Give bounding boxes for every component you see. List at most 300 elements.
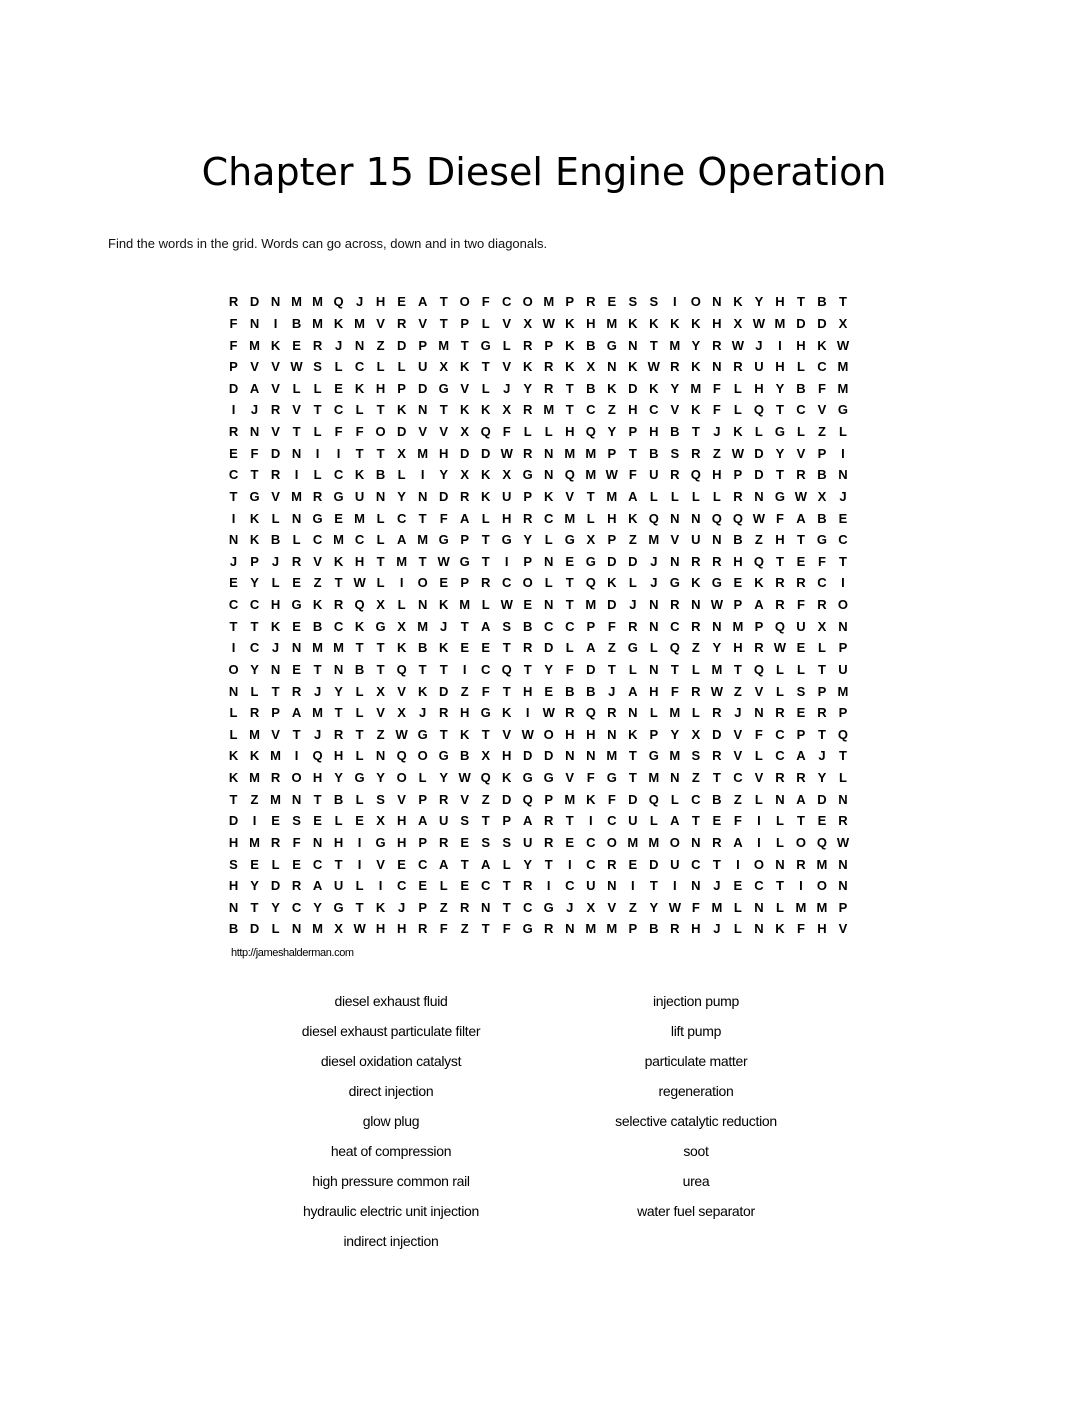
grid-letter: K <box>438 640 449 656</box>
grid-letter: A <box>628 488 638 504</box>
grid-letter: V <box>397 791 406 807</box>
grid-letter: K <box>354 467 365 483</box>
grid-letter: E <box>460 640 470 656</box>
grid-letter: J <box>398 899 406 915</box>
grid-letter: B <box>649 921 659 937</box>
grid-letter: T <box>796 532 805 548</box>
search-word: direct injection <box>348 1083 434 1099</box>
grid-letter: L <box>376 532 385 548</box>
grid-letter: K <box>691 575 701 591</box>
grid-letter: H <box>691 921 701 937</box>
grid-letter: T <box>439 315 448 331</box>
grid-letter: T <box>460 337 469 353</box>
grid-letter: T <box>775 402 784 418</box>
grid-letter: R <box>291 878 302 894</box>
grid-letter: N <box>565 748 575 764</box>
word-list-right <box>556 988 836 1228</box>
grid-letter: D <box>396 424 407 440</box>
grid-letter: B <box>586 683 596 699</box>
search-word: high pressure common rail <box>312 1173 470 1189</box>
grid-letter: V <box>376 856 385 872</box>
grid-letter: P <box>397 380 406 396</box>
grid-letter: P <box>754 618 764 634</box>
grid-letter: W <box>353 575 366 591</box>
grid-letter: M <box>795 899 807 915</box>
grid-letter: G <box>438 532 449 548</box>
search-word: indirect injection <box>343 1233 439 1249</box>
grid-letter: W <box>290 359 303 375</box>
grid-letter: M <box>249 726 260 742</box>
grid-letter: R <box>670 359 680 375</box>
grid-letter: X <box>376 683 385 699</box>
grid-letter: B <box>586 337 596 353</box>
grid-letter: F <box>565 661 574 677</box>
grid-letter: S <box>376 791 385 807</box>
grid-letter: T <box>838 294 847 310</box>
grid-letter: G <box>438 380 449 396</box>
grid-letter: C <box>691 856 701 872</box>
grid-letter: P <box>523 488 533 504</box>
grid-letter: P <box>418 791 427 807</box>
grid-letter: W <box>731 337 745 353</box>
grid-letter: C <box>775 726 785 742</box>
grid-letter: P <box>817 683 827 699</box>
grid-letter: N <box>628 705 638 721</box>
grid-letter: N <box>670 770 680 786</box>
grid-letter: M <box>837 380 849 396</box>
grid-letter: Y <box>439 467 448 483</box>
grid-letter: L <box>691 488 700 504</box>
grid-letter: K <box>333 553 344 569</box>
grid-letter: E <box>229 445 238 461</box>
grid-letter: O <box>417 575 428 591</box>
grid-letter: H <box>628 402 638 418</box>
grid-letter: J <box>650 553 658 569</box>
grid-letter: G <box>522 467 533 483</box>
grid-letter: R <box>607 705 617 721</box>
grid-letter: V <box>817 402 827 418</box>
grid-letter: Q <box>816 834 827 850</box>
grid-letter: X <box>376 813 385 829</box>
grid-letter: O <box>291 770 302 786</box>
grid-letter: V <box>565 770 575 786</box>
search-word: regeneration <box>658 1083 734 1099</box>
grid-letter: H <box>228 834 239 850</box>
grid-letter: G <box>711 575 722 591</box>
grid-letter: A <box>291 705 302 721</box>
grid-letter: P <box>796 726 806 742</box>
grid-letter: I <box>736 856 740 872</box>
grid-letter: K <box>333 315 344 331</box>
grid-letter: S <box>292 813 301 829</box>
grid-letter: H <box>375 380 386 396</box>
grid-letter: T <box>355 899 364 915</box>
grid-letter: K <box>354 380 365 396</box>
grid-letter: E <box>712 813 722 829</box>
grid-letter: R <box>523 337 533 353</box>
grid-letter: D <box>249 921 260 937</box>
grid-letter: N <box>712 618 722 634</box>
grid-letter: C <box>396 878 407 894</box>
grid-letter: R <box>796 575 806 591</box>
grid-letter: G <box>669 575 680 591</box>
grid-letter: G <box>417 726 428 742</box>
grid-letter: W <box>395 726 408 742</box>
grid-letter: L <box>796 661 805 677</box>
grid-letter: E <box>229 575 238 591</box>
grid-letter: M <box>669 337 681 353</box>
grid-letter: P <box>418 337 427 353</box>
grid-letter: N <box>417 402 428 418</box>
grid-letter: Q <box>669 640 680 656</box>
grid-letter: M <box>648 834 660 850</box>
grid-letter: Q <box>396 748 407 764</box>
grid-letter: K <box>249 748 260 764</box>
grid-letter: V <box>796 445 806 461</box>
grid-letter: Y <box>250 575 259 591</box>
grid-letter: L <box>775 834 784 850</box>
grid-letter: Y <box>313 899 322 915</box>
grid-letter: T <box>565 380 574 396</box>
grid-letter: A <box>796 510 806 526</box>
grid-letter: E <box>481 640 491 656</box>
grid-letter: B <box>733 532 743 548</box>
grid-letter: Z <box>733 791 742 807</box>
search-word: particulate matter <box>644 1053 748 1069</box>
grid-letter: V <box>271 359 280 375</box>
grid-letter: T <box>775 553 784 569</box>
grid-letter: N <box>544 597 554 613</box>
grid-letter: T <box>481 726 490 742</box>
grid-letter: K <box>438 597 449 613</box>
grid-letter: I <box>357 856 362 872</box>
grid-letter: P <box>649 726 659 742</box>
grid-letter: E <box>292 661 301 677</box>
grid-letter: J <box>229 553 238 569</box>
grid-letter: M <box>438 337 450 353</box>
grid-letter: D <box>270 445 281 461</box>
grid-letter: T <box>649 337 658 353</box>
grid-letter: K <box>249 510 260 526</box>
grid-letter: H <box>502 748 512 764</box>
grid-letter: N <box>712 532 722 548</box>
grid-letter: C <box>523 899 533 915</box>
grid-letter: C <box>838 532 848 548</box>
grid-letter: E <box>733 575 743 591</box>
grid-letter: P <box>460 315 470 331</box>
search-word: soot <box>683 1143 709 1159</box>
grid-letter: O <box>753 856 764 872</box>
grid-letter: D <box>544 748 554 764</box>
grid-letter: N <box>249 424 260 440</box>
grid-letter: J <box>713 878 721 894</box>
grid-letter: X <box>733 315 743 331</box>
word-search-grid <box>223 291 853 940</box>
grid-letter: S <box>670 445 680 461</box>
grid-letter: L <box>838 424 847 440</box>
grid-letter: W <box>773 640 787 656</box>
grid-letter: D <box>228 813 239 829</box>
grid-letter: W <box>458 770 471 786</box>
grid-letter: L <box>691 705 700 721</box>
grid-letter: T <box>376 661 385 677</box>
grid-letter: R <box>670 597 680 613</box>
grid-letter: A <box>796 791 806 807</box>
grid-letter: D <box>754 467 764 483</box>
grid-letter: H <box>817 921 827 937</box>
grid-letter: B <box>565 683 575 699</box>
grid-letter: N <box>228 899 239 915</box>
grid-letter: N <box>691 597 701 613</box>
grid-letter: T <box>502 878 511 894</box>
grid-letter: F <box>607 791 616 807</box>
grid-letter: N <box>417 488 428 504</box>
grid-letter: D <box>817 791 827 807</box>
grid-letter: L <box>481 510 490 526</box>
grid-letter: I <box>294 467 299 483</box>
search-word: diesel exhaust particulate filter <box>301 1023 481 1039</box>
grid-letter: D <box>228 380 239 396</box>
grid-letter: K <box>607 380 617 396</box>
grid-letter: X <box>334 921 343 937</box>
grid-letter: O <box>459 294 470 310</box>
grid-letter: T <box>796 813 805 829</box>
grid-letter: K <box>607 575 617 591</box>
grid-letter: M <box>249 834 260 850</box>
grid-letter: R <box>775 770 785 786</box>
grid-letter: T <box>523 661 532 677</box>
grid-letter: N <box>712 359 722 375</box>
grid-letter: E <box>733 878 743 894</box>
grid-letter: X <box>460 424 470 440</box>
grid-letter: N <box>417 597 428 613</box>
grid-letter: G <box>774 424 785 440</box>
grid-letter: S <box>481 834 491 850</box>
grid-letter: L <box>775 813 784 829</box>
grid-letter: F <box>796 921 805 937</box>
grid-letter: B <box>523 618 533 634</box>
grid-letter: G <box>606 770 617 786</box>
grid-letter: H <box>333 748 344 764</box>
grid-letter: N <box>375 488 386 504</box>
grid-letter: T <box>586 488 595 504</box>
grid-letter: A <box>396 532 407 548</box>
grid-letter: V <box>418 315 427 331</box>
grid-letter: I <box>252 813 257 829</box>
grid-letter: O <box>816 878 827 894</box>
grid-letter: E <box>544 683 554 699</box>
grid-letter: Z <box>733 683 742 699</box>
grid-letter: Z <box>607 402 616 418</box>
grid-letter: B <box>417 640 428 656</box>
grid-letter: T <box>355 640 364 656</box>
grid-letter: G <box>354 770 365 786</box>
grid-letter: O <box>837 597 849 613</box>
grid-letter: M <box>585 445 597 461</box>
grid-letter: W <box>353 921 366 937</box>
grid-letter: R <box>838 813 848 829</box>
grid-letter: T <box>565 813 574 829</box>
grid-letter: Y <box>712 640 722 656</box>
grid-letter: R <box>733 488 743 504</box>
grid-letter: H <box>775 532 785 548</box>
grid-letter: M <box>396 553 408 569</box>
grid-letter: C <box>312 856 323 872</box>
grid-letter: N <box>691 878 701 894</box>
grid-letter: W <box>731 445 745 461</box>
grid-letter: R <box>712 337 722 353</box>
grid-letter: N <box>691 834 701 850</box>
grid-letter: P <box>838 899 848 915</box>
grid-letter: T <box>376 553 385 569</box>
grid-letter: Z <box>313 575 322 591</box>
grid-letter: L <box>355 748 364 764</box>
grid-letter: I <box>378 878 383 894</box>
grid-letter: I <box>630 878 635 894</box>
grid-letter: T <box>334 856 343 872</box>
grid-letter: C <box>396 510 407 526</box>
grid-letter: C <box>333 402 344 418</box>
grid-letter: N <box>291 445 302 461</box>
grid-letter: D <box>796 315 806 331</box>
grid-letter: T <box>229 791 238 807</box>
grid-letter: C <box>228 467 239 483</box>
grid-letter: J <box>566 899 574 915</box>
grid-letter: T <box>775 467 784 483</box>
grid-letter: K <box>228 748 239 764</box>
grid-letter: L <box>544 424 553 440</box>
grid-letter: E <box>460 834 470 850</box>
grid-letter: X <box>817 488 827 504</box>
grid-letter: J <box>440 618 448 634</box>
grid-letter: M <box>690 380 702 396</box>
grid-letter: W <box>542 315 555 331</box>
grid-letter: R <box>712 834 722 850</box>
grid-letter: N <box>649 597 659 613</box>
grid-letter: C <box>481 661 491 677</box>
grid-letter: V <box>670 402 680 418</box>
search-word: urea <box>682 1173 710 1189</box>
grid-letter: Q <box>837 726 849 742</box>
grid-letter: F <box>817 380 826 396</box>
grid-letter: N <box>270 661 281 677</box>
grid-letter: L <box>796 424 805 440</box>
grid-letter: I <box>778 337 782 353</box>
grid-letter: Z <box>817 424 826 440</box>
grid-letter: G <box>375 834 386 850</box>
grid-letter: Y <box>250 661 259 677</box>
grid-letter: G <box>438 748 449 764</box>
grid-letter: R <box>796 770 806 786</box>
grid-letter: I <box>420 467 425 483</box>
grid-letter: F <box>229 315 238 331</box>
grid-letter: J <box>608 683 616 699</box>
grid-letter: N <box>312 834 323 850</box>
grid-letter: D <box>607 597 617 613</box>
grid-letter: M <box>648 770 660 786</box>
grid-letter: L <box>754 424 763 440</box>
grid-letter: R <box>691 683 701 699</box>
grid-letter: T <box>313 402 322 418</box>
grid-letter: M <box>606 748 618 764</box>
grid-letter: F <box>439 921 448 937</box>
grid-letter: Q <box>480 770 491 786</box>
grid-letter: X <box>397 705 406 721</box>
grid-letter: G <box>543 899 554 915</box>
grid-letter: L <box>523 424 532 440</box>
grid-letter: Z <box>439 899 448 915</box>
grid-letter: E <box>292 337 301 353</box>
grid-letter: L <box>250 683 259 699</box>
grid-letter: E <box>355 813 364 829</box>
grid-letter: H <box>775 294 785 310</box>
grid-letter: H <box>228 878 239 894</box>
grid-letter: M <box>564 445 576 461</box>
grid-letter: Y <box>691 337 701 353</box>
grid-letter: F <box>796 597 805 613</box>
grid-letter: X <box>502 467 512 483</box>
grid-letter: P <box>418 899 427 915</box>
grid-letter: H <box>649 424 659 440</box>
grid-letter: L <box>628 661 637 677</box>
grid-letter: I <box>357 834 362 850</box>
grid-letter: D <box>649 856 659 872</box>
grid-letter: L <box>649 488 658 504</box>
grid-letter: C <box>417 856 428 872</box>
grid-letter: M <box>312 294 323 310</box>
grid-letter: P <box>565 294 575 310</box>
grid-letter: E <box>565 834 575 850</box>
grid-letter: L <box>691 661 700 677</box>
grid-letter: X <box>586 899 596 915</box>
grid-letter: K <box>417 683 428 699</box>
grid-letter: H <box>502 510 512 526</box>
grid-letter: H <box>270 597 281 613</box>
grid-letter: Q <box>711 510 722 526</box>
grid-letter: E <box>838 510 848 526</box>
grid-letter: E <box>250 856 259 872</box>
grid-letter: C <box>565 618 575 634</box>
grid-letter: T <box>355 445 364 461</box>
grid-letter: U <box>333 878 344 894</box>
grid-letter: K <box>459 402 470 418</box>
grid-letter: N <box>607 726 617 742</box>
grid-letter: Y <box>397 488 406 504</box>
grid-letter: E <box>334 510 343 526</box>
grid-letter: L <box>355 705 364 721</box>
grid-letter: H <box>523 683 533 699</box>
grid-letter: M <box>270 748 281 764</box>
grid-letter: E <box>460 878 470 894</box>
grid-letter: V <box>502 315 512 331</box>
grid-letter: G <box>522 770 533 786</box>
grid-letter: E <box>292 575 301 591</box>
grid-letter: A <box>417 294 428 310</box>
grid-letter: S <box>649 294 659 310</box>
grid-letter: X <box>376 597 385 613</box>
grid-letter: R <box>607 856 617 872</box>
grid-letter: N <box>228 532 239 548</box>
grid-letter: N <box>670 553 680 569</box>
grid-letter: K <box>754 575 764 591</box>
grid-letter: W <box>500 597 513 613</box>
grid-letter: N <box>249 315 260 331</box>
grid-letter: R <box>544 834 554 850</box>
grid-letter: T <box>817 661 826 677</box>
grid-letter: R <box>586 294 596 310</box>
grid-letter: Y <box>250 878 259 894</box>
grid-letter: R <box>270 770 281 786</box>
